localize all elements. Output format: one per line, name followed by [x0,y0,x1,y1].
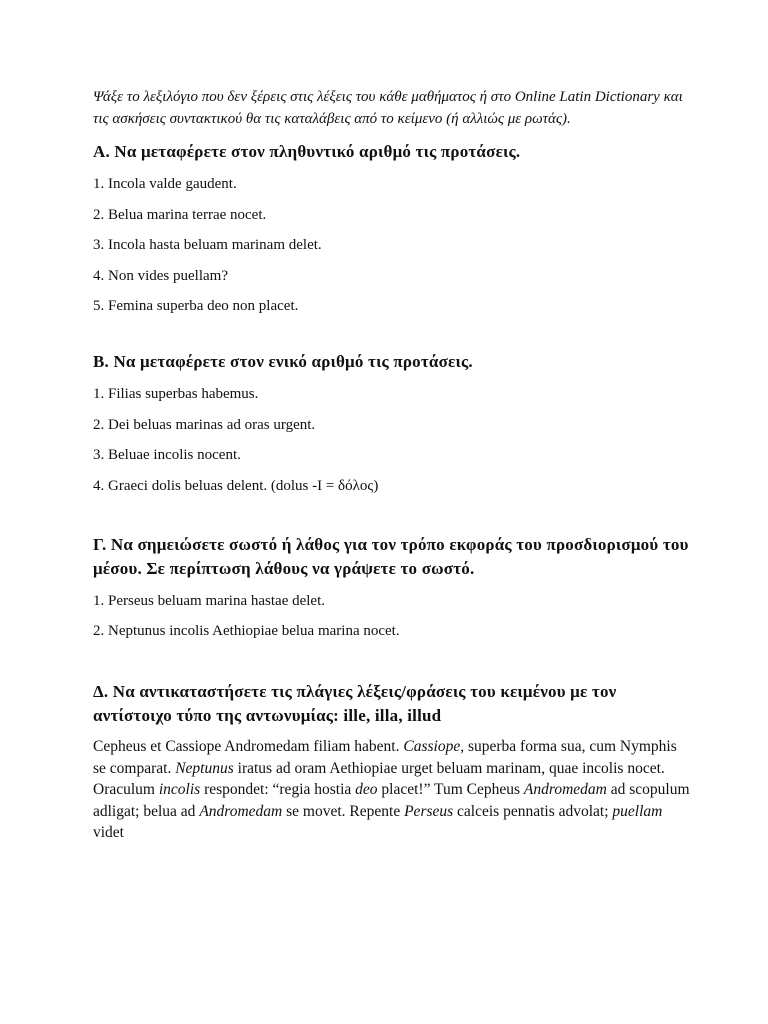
list-item: 2. Dei beluas marinas ad oras urgent. [93,416,316,433]
list-item: 1. Perseus beluam marina hastae delet. [93,592,326,609]
italic-phrase: incolis [158,781,201,798]
passage-text: respondet: “regia hostia [200,781,356,798]
section-d-heading: Δ. Να αντικαταστήσετε τις πλάγιες λέξεις/φράσεις του κειμένου με τον αντίστοιχο τύπο της αντωνυμίας: ille, illa, illud [93,682,617,725]
intro-instructions: Ψάξε το λεξιλόγιο που δεν ξέρεις στις λέξεις του κάθε μαθήματος ή στο Online Latin Dictionary και τις ασκήσεις συντακτικού θα τις καταλάβεις από το κείμενο (ή αλλιώς με ρωτάς). [93,89,683,127]
list-item: 3. Beluae incolis nocent. [93,447,241,463]
section-b-heading: Β. Να μεταφέρετε στον ενικό αριθμό τις προτάσεις. [93,352,473,371]
document-body [93,86,693,844]
italic-phrase: puellam [612,802,663,820]
list-item: 5. Femina superba deo non placet. [93,298,299,314]
passage-text: se movet. Repente [282,802,405,820]
italic-phrase: Andromedam [523,781,607,798]
section-a-list [93,174,693,316]
section-g [93,533,693,642]
list-item: 1. Incola valde gaudent. [93,176,237,192]
passage-text: videt [93,824,124,841]
passage-text: , superba forma sua, cum Nymphis se comparat. [93,738,677,777]
list-item: 2. Neptunus incolis Aethiopiae belua marina nocet. [93,623,400,639]
list-item: 4. Graeci dolis beluas delent. (dolus -I = δόλος) [93,477,379,494]
italic-phrase: Neptunus [175,759,234,777]
list-item: 4. Non vides puellam? [93,267,228,284]
passage-text: iratus ad oram Aethiopiae urget beluam marinam, quae incolis nocet. Oraculum [93,759,665,798]
list-item: 3. Incola hasta beluam marinam delet. [93,237,322,253]
passage-text: placet!” Tum Cepheus [377,781,524,798]
passage-text: Cepheus et Cassiope Andromedam filiam habent. [93,738,404,755]
latin-passage [93,736,693,844]
section-d [93,680,693,844]
passage-text: ad scopulum adligat; belua ad [93,781,690,820]
section-b-list [93,384,693,496]
list-item: 1. Filias superbas habemus. [93,386,259,402]
italic-phrase: Cassiope [403,738,461,755]
italic-phrase: Andromedam [199,802,283,820]
section-g-heading: Γ. Να σημειώσετε σωστό ή λάθος για τον τρόπο εκφοράς του προσδιορισμού του μέσου. Σε περίπτωση λάθους να γράψετε το σωστό. [93,534,689,578]
section-a [93,140,693,316]
italic-phrase: Perseus [404,802,454,820]
italic-phrase: deo [355,781,378,798]
passage-text: calceis pennatis advolat; [453,802,613,820]
list-item: 2. Belua marina terrae nocet. [93,206,267,223]
section-b [93,350,693,496]
section-g-list [93,591,693,642]
section-a-heading: Α. Να μεταφέρετε στον πληθυντικό αριθμό τις προτάσεις. [93,142,521,161]
